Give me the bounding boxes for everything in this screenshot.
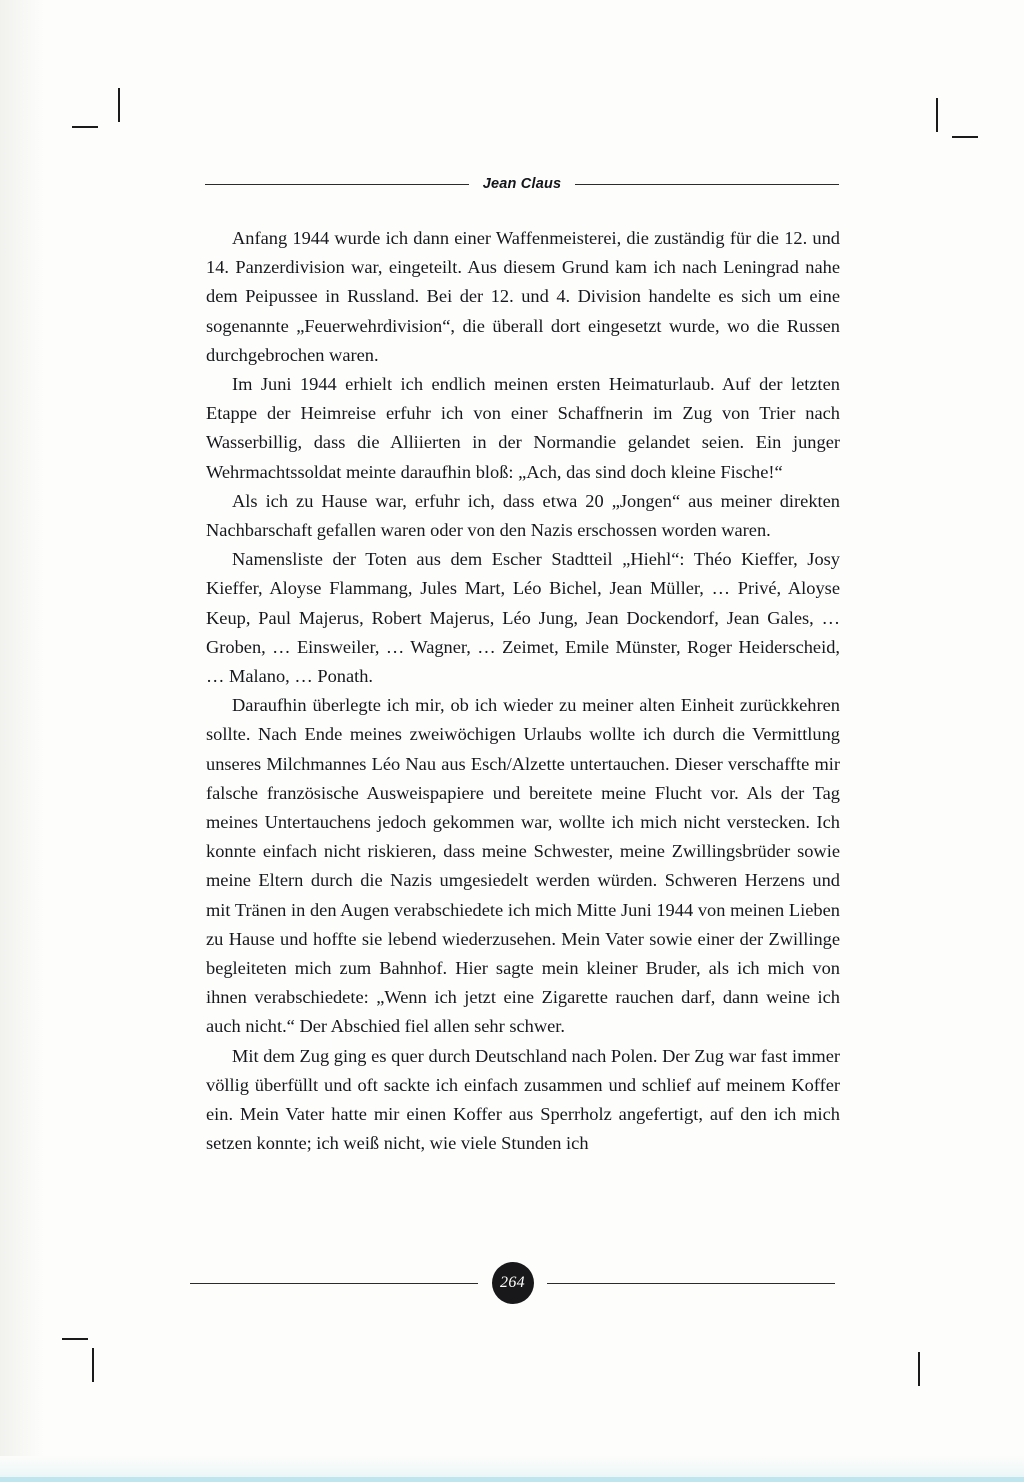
paragraph: Anfang 1944 wurde ich dann einer Waffenmeisterei, die zuständig für die 12. und 14. Panzerdivision war, eingeteilt. Aus diesem Grund kam ich nach Leningrad nahe dem Peipussee in Russland. Bei der 12. und 4. Division handelte es sich um eine sogenannte „Feuerwehrdivision“, die überall dort eingesetzt wurde, wo die Russen durchgebrochen waren. bbox=[206, 228, 840, 365]
crop-mark-top-right-vertical bbox=[936, 98, 938, 132]
running-head bbox=[205, 172, 839, 196]
paragraph: Daraufhin überlegte ich mir, ob ich wieder zu meiner alten Einheit zurückkehren sollte. Nach Ende meines zweiwöchigen Urlaubs wollte ich durch die Vermittlung unseres Milchmannes Léo Nau aus Esch/Alzette untertauchen. Dieser verschaffte mir falsche französische Ausweispapiere und bereitete meine Flucht vor. Als der Tag meines Untertauchens jedoch gekommen war, wollte ich mich nicht verstecken. Ich konnte einfach nicht riskieren, dass meine Schwester, meine Zwillingsbrüder sowie meine Eltern durch die Nazis umgesiedelt werden würden. Schweren Herzens und mit Tränen in den Augen verabschiedete ich mich Mitte Juni 1944 von meinen Lieben zu Hause und hoffte sie lebend wiederzusehen. Mein Vater sowie einer der Zwillinge begleiteten mich zum Bahnhof. Hier sagte mein kleiner Bruder, als ich mich von ihnen verabschiedete: „Wenn ich jetzt eine Zigarette rauchen darf, dann weine ich auch nicht.“ Der Abschied fiel allen sehr schwer. bbox=[206, 695, 840, 1037]
running-head-author: Jean Claus bbox=[482, 176, 562, 192]
crop-mark-bottom-left-horizontal bbox=[62, 1338, 88, 1340]
crop-mark-bottom-right-vertical bbox=[918, 1352, 920, 1386]
footer-rule-right bbox=[547, 1283, 835, 1284]
page-footer bbox=[190, 1262, 835, 1304]
crop-mark-top-left-horizontal bbox=[72, 126, 98, 128]
paragraph: Als ich zu Hause war, erfuhr ich, dass etwa 20 „Jongen“ aus meiner direkten Nachbarschaft gefallen waren oder von den Nazis erschossen worden waren. bbox=[206, 490, 840, 541]
scan-shadow-left bbox=[0, 0, 44, 1482]
crop-mark-top-left-vertical bbox=[118, 88, 120, 122]
footer-rule-left bbox=[190, 1283, 478, 1284]
paragraph: Im Juni 1944 erhielt ich endlich meinen ersten Heimaturlaub. Auf der letzten Etappe der Heimreise erfuhr ich von einer Schaffnerin im Zug von Trier nach Wasserbillig, dass die Alliierten in der Normandie gelandet seien. Ein junger Wehrmachtssoldat meinte daraufhin bloß: „Ach, das sind doch kleine Fische!“ bbox=[206, 374, 840, 482]
body-text-column bbox=[206, 224, 840, 1159]
paragraph: Mit dem Zug ging es quer durch Deutschland nach Polen. Der Zug war fast immer völlig überfüllt und oft sackte ich einfach zusammen und schlief auf meinem Koffer ein. Mein Vater hatte mir einen Koffer aus Sperrholz angefertigt, auf den ich mich setzen konnte; ich weiß nicht, wie viele Stunden ich bbox=[206, 1045, 840, 1154]
running-head-rule-left bbox=[205, 184, 469, 185]
page-number-badge: 264 bbox=[492, 1262, 534, 1304]
crop-mark-bottom-left-vertical bbox=[92, 1348, 94, 1382]
crop-mark-top-right-horizontal bbox=[952, 136, 978, 138]
scan-edge-strip bbox=[0, 1477, 1024, 1482]
paragraph: Namensliste der Toten aus dem Escher Stadtteil „Hiehl“: Théo Kieffer, Josy Kieffer, Aloyse Flammang, Jules Mart, Léo Bichel, Jean Müller, … Privé, Aloyse Keup, Paul Majerus, Robert Majerus, Léo Jung, Jean Dockendorf, Jean Gales, … Groben, … Einsweiler, … Wagner, … Zeimet, Emile Münster, Roger Heiderscheid, … Malano, … Ponath. bbox=[206, 549, 840, 687]
running-head-rule-right bbox=[575, 184, 839, 185]
